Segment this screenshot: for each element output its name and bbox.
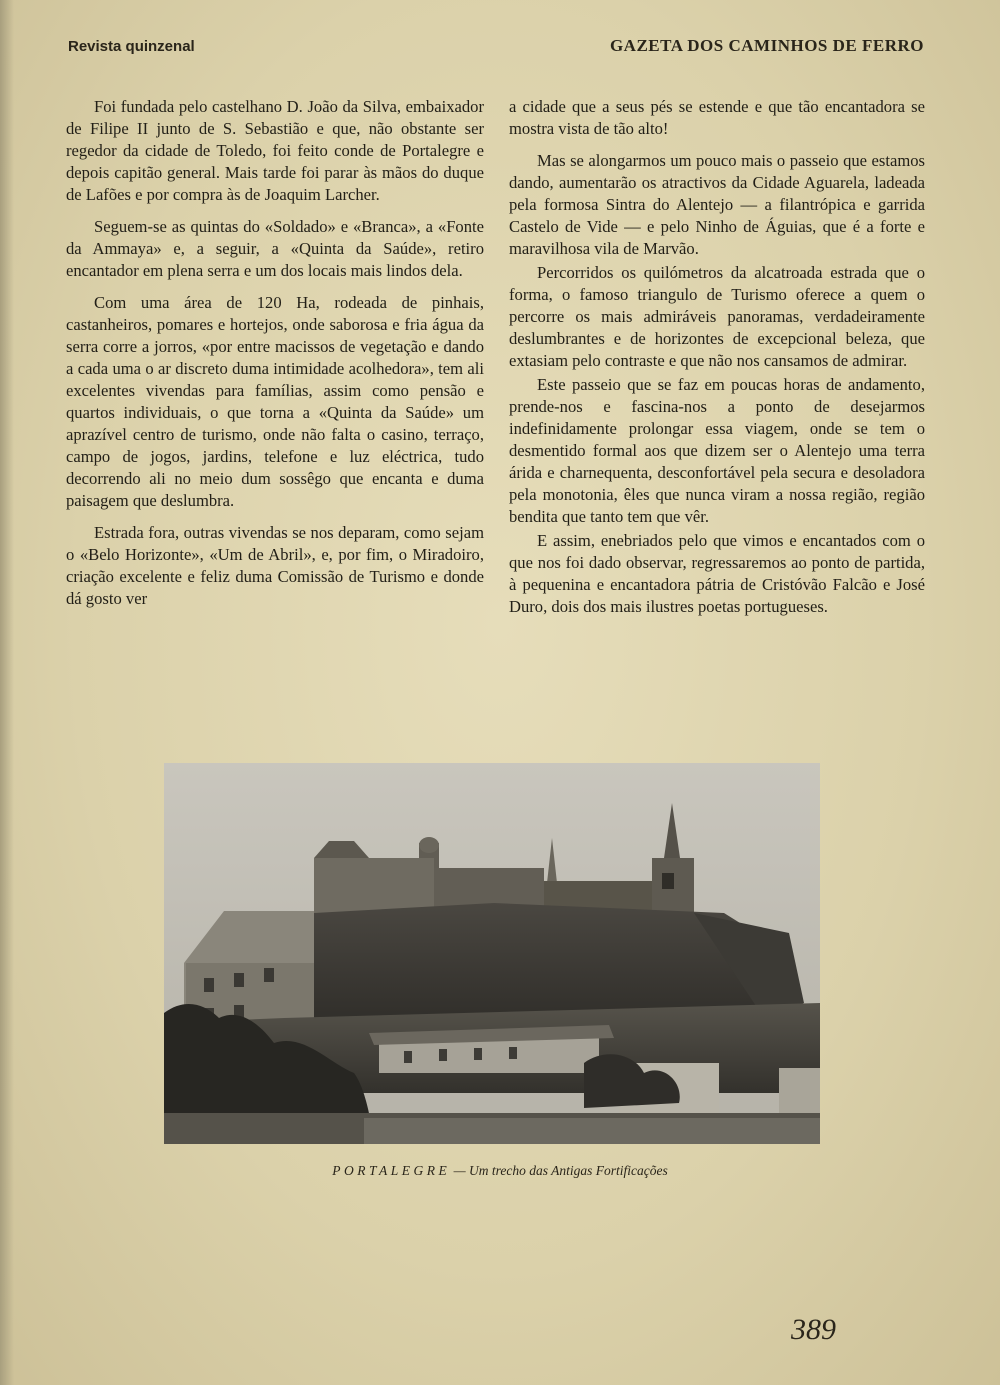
photograph-portalegre-fortifications [164,763,820,1144]
paragraph: Percorridos os quilómetros da alcatroada estrada que o forma, o famoso triangulo de Turismo oferece a quem o percorre os mais admiráveis panoramas, verdadeiramente deslumbrantes e de horizontes de excepcional beleza, que extasiam pelo contraste e que não nos cansamos de admirar. [509,263,925,370]
right-column [509,96,925,628]
paragraph: Com uma área de 120 Ha, rodeada de pinhais, castanheiros, pomares e hortejos, onde saborosa e fria água da serra corre a jorros, «por entre macissos de vegetação e dando a cada uma o ar discreto duma intimidade acolhedora», tem ali excelentes vivendas para famílias, assim como pensão e quartos individuais, o que torna a «Quinta da Saúde» um aprazível centro de turismo, onde não falta o casino, terraço, campo de jogos, jardins, telefone e luz eléctrica, tudo decorrendo ali no meio dum sossêgo que encanta e duma paisagem que deslumbra. [66,293,484,510]
left-column [66,96,484,620]
photo-illustration [164,763,820,1144]
caption-text: — Um trecho das Antigas Fortificações [450,1163,668,1178]
page-number: 389 [791,1313,836,1346]
figure-caption [0,1163,1000,1179]
running-head-left: Revista quinzenal [68,38,195,55]
paragraph: Estrada fora, outras vivendas se nos deparam, como sejam o «Belo Horizonte», «Um de Abril», e, por fim, o Miradoiro, criação excelente e feliz duma Comissão de Turismo e donde dá gosto ver [66,523,484,608]
paragraph: Este passeio que se faz em poucas horas de andamento, prende-nos e fascina-nos a ponto de desejarmos indefinidamente prolongar essa viagem, onde se tem o desmentido formal aos que dizem ser o Alentejo uma terra árida e charnequenta, desconfortável pela secura e desoladora pela monotonia, êles que nunca viram a nossa região, região bendita que tanto tem que vêr. [509,375,925,526]
paragraph: E assim, enebriados pelo que vimos e encantados com o que nos foi dado observar, regressaremos ao ponto de partida, à pequenina e encantadora pátria de Cristóvão Falcão e José Duro, dois dos mais ilustres poetas portugueses. [509,531,925,616]
paragraph: Mas se alongarmos um pouco mais o passeio que estamos dando, aumentarão os atractivos da Cidade Aguarela, ladeada pela formosa Sintra do Alentejo — a filantrópica e garrida Castelo de Vide — e pelo Ninho de Águias, que é a forte e maravilhosa vila de Marvão. [509,151,925,258]
paragraph: a cidade que a seus pés se estende e que tão encantadora se mostra vista de tão alto! [509,97,925,138]
running-head-right: GAZETA DOS CAMINHOS DE FERRO [609,36,924,55]
caption-place: PORTALEGRE [332,1163,451,1178]
paragraph: Foi fundada pelo castelhano D. João da Silva, embaixador de Filipe II junto de S. Sebastião e que, não obstante ser regedor da cidade de Toledo, foi feito conde de Portalegre e depois capitão general. Mais tarde foi parar às mãos do duque de Lafões e por compra às de Joaquim Larcher. [66,97,484,204]
paragraph: Seguem-se as quintas do «Soldado» e «Branca», a «Fonte da Ammaya» e, a seguir, a «Quinta da Saúde», retiro encantador em plena serra e um dos locais mais lindos dela. [66,217,484,280]
